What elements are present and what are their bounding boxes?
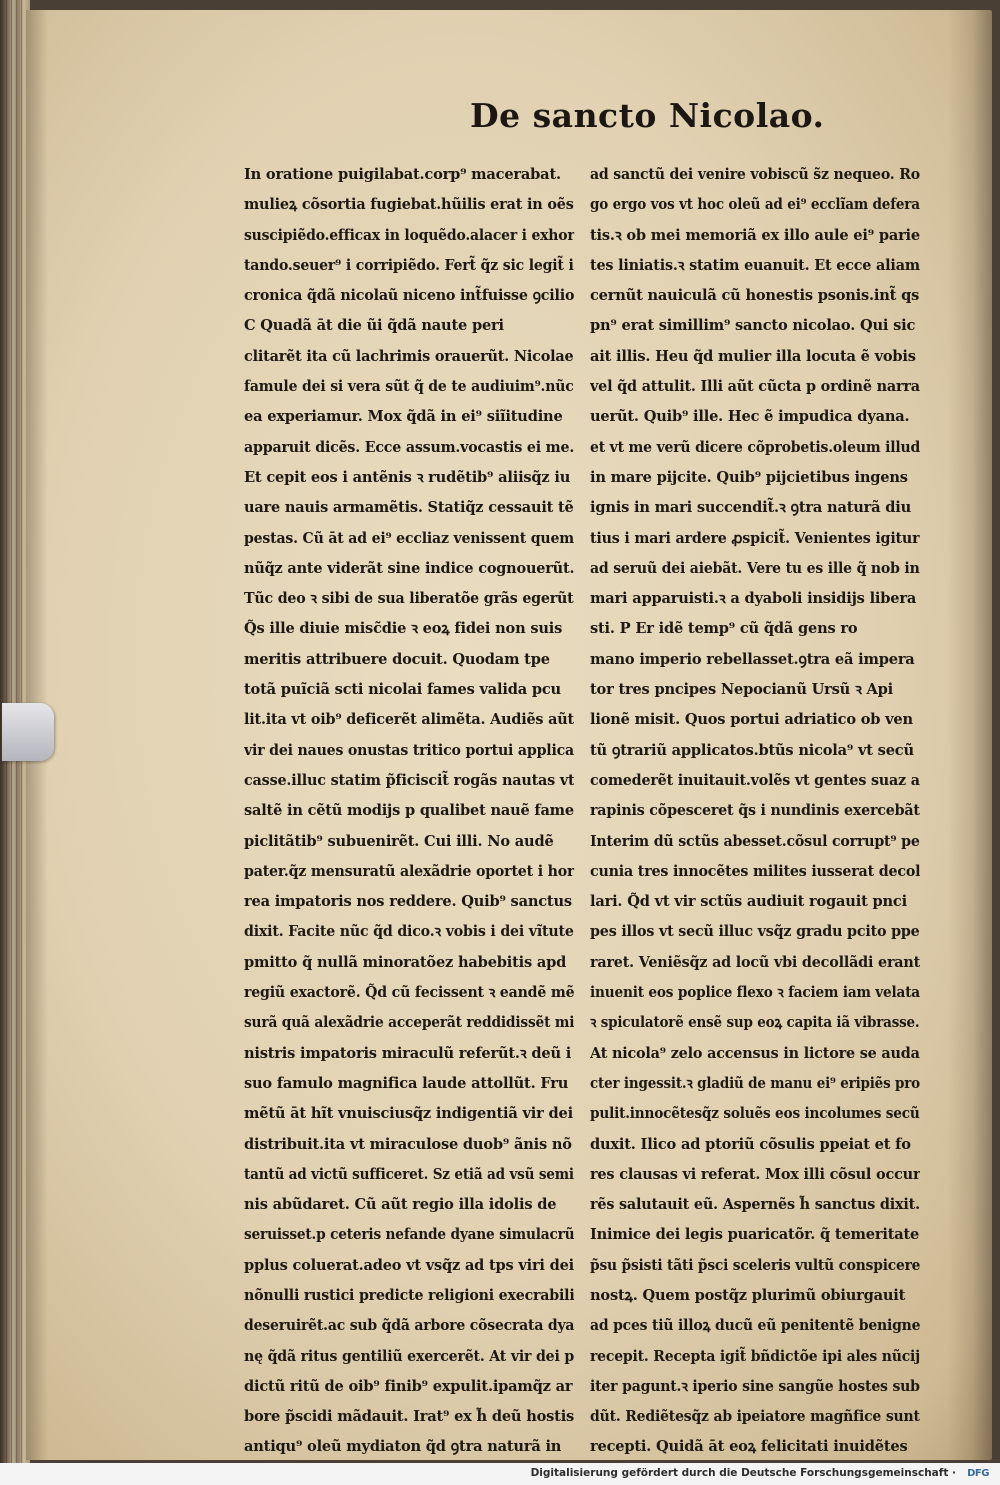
text-line: ad seruũ dei aiebãt. Vere tu es ille q̃ nob in	[590, 559, 920, 577]
text-line: famule dei si vera sũt q̃ de te audiuim⁹.nũc	[244, 378, 574, 396]
text-line: tius i mari ardere ꝓspicit̃. Venientes igitur	[590, 529, 920, 547]
text-line: cunia tres innocẽtes milites iusserat decol	[590, 862, 920, 880]
text-line: nis abũdaret. Cũ aũt regio illa idolis de	[244, 1196, 557, 1214]
text-line: Et cepit eos i antẽnis ꝛ rudẽtib⁹ aliisq̃z iu	[244, 468, 571, 486]
text-line: tor tres pncipes Nepocianũ Ursũ ꝛ Api	[590, 681, 894, 699]
text-line: et vt me verũ dicere cõprobetis.oleum illud	[590, 438, 920, 456]
text-line: surã quã alexãdrie acceperãt reddidissẽt mi	[244, 1014, 575, 1032]
text-line: lari. Q̃d vt vir sctũs audiuit rogauit pnci	[590, 893, 907, 911]
text-line: lit.ita vt oib⁹ deficerẽt alimẽta. Audiẽs aũt	[244, 711, 574, 729]
text-line: lionẽ misit. Quos portui adriatico ob ven	[590, 711, 913, 729]
text-line: tũ ꝯtrariũ applicatos.btũs nicola⁹ vt secũ	[590, 741, 914, 759]
text-line: tando.seuer⁹ i corripiẽdo. Fert̃ q̃z sic legit̃ i	[244, 256, 574, 274]
text-line: p̃su p̃sisti tãti p̃sci sceleris vultũ conspicere	[590, 1256, 921, 1274]
text-line: uare nauis armamẽtis. Statiq̃z cessauit tẽ	[244, 499, 574, 517]
text-line: comederẽt inuitauit.volẽs vt gentes suaz a	[590, 771, 920, 789]
text-line: go ergo vos vt hoc oleũ ad ei⁹ ecclĩam defera	[590, 196, 920, 214]
text-line: pmitto q̃ nullã minoratõez habebitis apd	[244, 953, 567, 971]
text-line: totã puĩciã scti nicolai fames valida pcu	[244, 681, 561, 699]
text-line: suscipiẽdo.efficax in loquẽdo.alacer i exhor	[244, 226, 575, 244]
text-column-left	[244, 160, 574, 1463]
text-line: rapinis cõpesceret q̃s i nundinis exercebãt	[590, 802, 920, 820]
text-line: apparuit dicẽs. Ecce assum.vocastis ei me.	[244, 438, 574, 456]
text-line: ea experiamur. Mox q̃dã in ei⁹ siĩitudine	[244, 408, 563, 426]
text-line: cernũt nauiculã cũ honestis psonis.int̃ qs	[590, 287, 920, 305]
text-line: In oratione puigilabat.corp⁹ macerabat.	[244, 166, 561, 183]
text-line: pplus coluerat.adeo vt vsq̃z ad tps viri dei	[244, 1256, 574, 1274]
text-line: nũq̃z ante viderãt sine indice cognouerũt.	[244, 559, 575, 577]
text-line: tis.ꝛ ob mei memoriã ex illo aule ei⁹ parie	[590, 226, 920, 244]
text-line: iter pagunt.ꝛ iperio sine sangũe hostes sub	[590, 1377, 920, 1395]
text-line: antiqu⁹ oleũ mydiaton q̃d ꝯtra naturã in	[244, 1438, 562, 1456]
text-line: vel q̃d attulit. Illi aũt cũcta p ordinẽ narra	[590, 378, 920, 396]
text-line: nõnulli rustici predicte religioni execrabili	[244, 1286, 575, 1304]
text-line: in mare pijcite. Quib⁹ pijcietibus ingens	[590, 468, 908, 486]
text-line: mẽtũ āt hĩt vnuisciusq̃z indigentiã vir dei	[244, 1105, 573, 1123]
text-line: sti. P Er idẽ temp⁹ cũ q̃dã gens ro	[590, 620, 858, 638]
text-line: Interim dũ sctũs abesset.cõsul corrupt⁹ pe	[590, 832, 920, 850]
text-line: rea impatoris nos reddere. Quib⁹ sanctus	[244, 893, 572, 911]
text-line: cter ingessit.ꝛ gladiũ de manu ei⁹ eripiẽs pro	[590, 1074, 920, 1092]
text-line: uerũt. Quib⁹ ille. Hec ẽ impudica dyana.	[590, 408, 910, 426]
footer-credit: Digitalisierung gefördert durch die Deutsche Forschungsgemeinschaft ·	[530, 1467, 956, 1479]
dfg-logo-icon: DFG	[967, 1468, 989, 1479]
text-line: pestas. Cũ āt ad ei⁹ eccliaz venissent quem	[244, 529, 574, 547]
text-line: dictũ ritũ de oib⁹ finib⁹ expulit.ipamq̃z ar	[244, 1377, 573, 1395]
text-line: nostꝝ. Quem postq̃z plurimũ obiurgauit	[590, 1286, 906, 1304]
text-line: C Quadã āt die ũi q̃dã naute peri	[244, 317, 504, 335]
text-line: ꝛ spiculatorẽ ensẽ sup eoꝝ capita iã vibrasse.	[590, 1014, 920, 1032]
text-line: dũt. Rediẽtesq̃z ab ipeiatore magñfice sunt	[590, 1408, 920, 1426]
text-line: pater.q̃z mensuratũ alexãdrie oportet i hor	[244, 862, 575, 880]
text-line: bore p̃scidi mãdauit. Irat⁹ ex h̃ deũ hostis	[244, 1408, 574, 1426]
text-line: saltẽ in cẽtũ modijs p qualibet nauẽ fame	[244, 802, 574, 820]
text-line: mano imperio rebellasset.ꝯtra eã impera	[590, 650, 915, 668]
text-line: raret. Veniẽsq̃z ad locũ vbi decollãdi erant	[590, 953, 920, 971]
text-line: ignis in mari succendit̃.ꝛ ꝯtra naturã diu	[590, 499, 912, 517]
text-line: regiũ exactorẽ. Q̃d cũ fecissent ꝛ eandẽ mẽ	[244, 984, 575, 1002]
text-line: casse.illuc statim p̃ficiscit̃ rogãs nautas vt	[244, 771, 574, 789]
text-line: Inimice dei legis puaricatõr. q̃ temeritate	[590, 1226, 920, 1244]
text-line: vir dei naues onustas tritico portui applica	[244, 741, 574, 759]
text-line: recepit. Recepta igit̃ bñdictõe ipi ales nũcij	[590, 1347, 920, 1365]
text-line: rẽs salutauit eũ. Aspernẽs h̃ sanctus dixit.	[590, 1196, 920, 1214]
text-line: At nicola⁹ zelo accensus in lictore se auda	[590, 1044, 920, 1062]
text-line: meritis attribuere docuit. Quodam tpe	[244, 650, 550, 668]
text-column-right	[590, 160, 920, 1463]
text-line: tantũ ad victũ sufficeret. Sz etiã ad vsũ semi	[244, 1165, 574, 1183]
text-line: ad pces tiũ illoꝝ ducũ eũ penitentẽ benigne	[590, 1317, 921, 1335]
text-line: tes liniatis.ꝛ statim euanuit. Et ecce aliam	[590, 256, 920, 274]
text-line: Tũc deo ꝛ sibi de sua liberatõe grãs egerũt	[244, 590, 574, 608]
page-heading: De sancto Nicolao.	[470, 96, 825, 135]
page-gutter-shadow	[948, 10, 992, 1460]
text-line: pn⁹ erat simillim⁹ sancto nicolao. Qui sic	[590, 317, 916, 335]
text-line: nistris impatoris miraculũ referũt.ꝛ deũ i	[244, 1044, 572, 1062]
text-line: pes illos vt secũ illuc vsq̃z gradu pcito ppe	[590, 923, 920, 941]
text-line: pulit.innocẽtesq̃z soluẽs eos incolumes secũ	[590, 1105, 920, 1123]
text-line: mulieꝝ cõsortia fugiebat.hũilis erat in oẽs	[244, 196, 574, 214]
text-line: ad sanctũ dei venire vobiscũ s̃z nequeo. Ro	[590, 166, 920, 183]
text-line: dixit. Facite nũc q̃d dico.ꝛ vobis i dei vĩtute	[244, 923, 574, 941]
text-line: seruisset.p ceteris nefande dyane simulacrũ	[244, 1226, 575, 1244]
text-line: suo famulo magnifica laude attollũt. Fru	[244, 1074, 569, 1092]
text-line: cronica q̃dã nicolaũ niceno int̃fuisse ꝯcilio	[244, 287, 574, 305]
text-line: inuenit eos poplice flexo ꝛ faciem iam velata	[590, 984, 920, 1002]
text-line: res clausas vi referat. Mox illi cõsul occur	[590, 1165, 921, 1183]
page-clip-icon	[2, 703, 54, 761]
text-line: distribuit.ita vt miraculose duob⁹ ãnis nõ	[244, 1135, 572, 1153]
text-line: recepti. Quidã āt eoꝝ felicitati inuidẽtes	[590, 1438, 908, 1456]
text-line: piclitãtib⁹ subuenirẽt. Cui illi. No audẽ	[244, 832, 554, 850]
text-line: ait illis. Heu q̃d mulier illa locuta ẽ vobis	[590, 347, 916, 365]
text-line: deseruirẽt.ac sub q̃dã arbore cõsecrata dya	[244, 1317, 574, 1335]
text-line: clitarẽt ita cũ lachrimis orauerũt. Nicolae	[244, 347, 574, 365]
text-line: nę q̃dã ritus gentiliũ exercerẽt. At vir dei p	[244, 1347, 575, 1365]
text-line: duxit. Ilico ad ptoriũ cõsulis ppeiat et fo	[590, 1135, 911, 1153]
text-line: Q̃s ille diuie misc̃die ꝛ eoꝝ fidei non suis	[244, 620, 563, 638]
footer-bar	[0, 1463, 1000, 1485]
text-line: mari apparuisti.ꝛ a dyaboli insidijs libera	[590, 590, 917, 608]
